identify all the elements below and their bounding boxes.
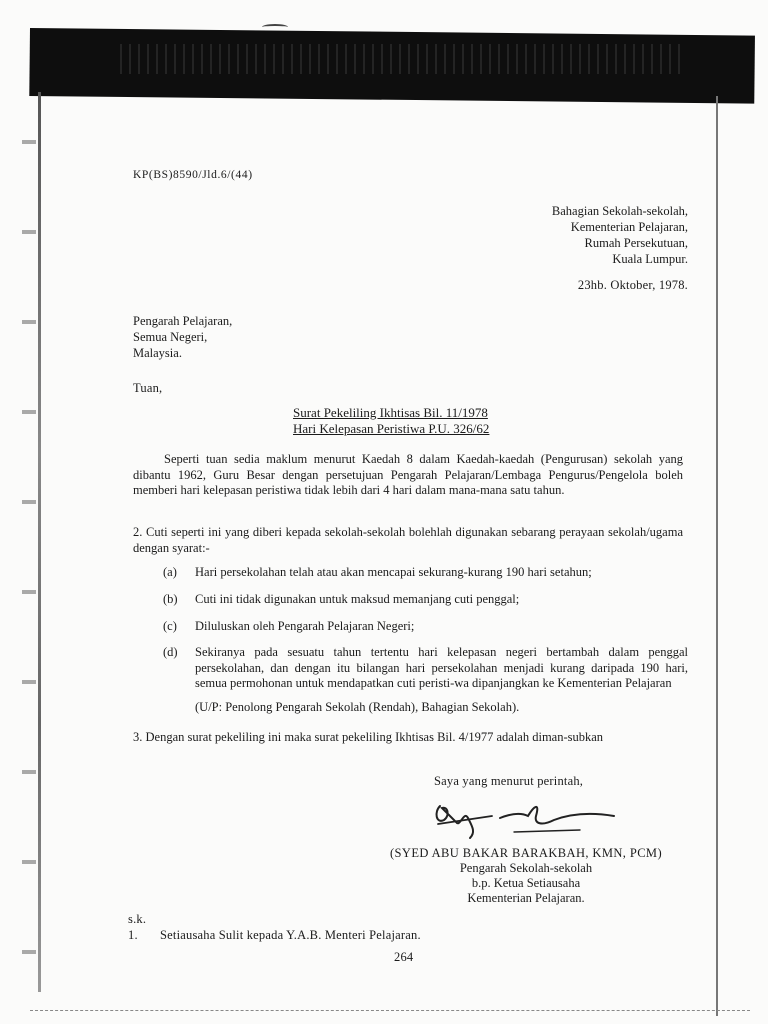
cc-item-number: 1. (128, 928, 138, 942)
signatory-title: Pengarah Sekolah-sekolah (459, 861, 593, 875)
condition-text: Hari persekolahan telah atau akan mencapai sekurang-kurang 190 hari setahun; (195, 565, 592, 579)
signatory-title: b.p. Ketua Setiausaha (471, 876, 581, 890)
paragraph-2: 2. Cuti seperti ini yang diberi kepada sekolah-sekolah bolehlah digunakan sebarang perayaan sekolah/ugama dengan syarat:- (133, 525, 683, 555)
paragraph-3: 3. Dengan surat pekeliling ini maka surat pekeliling Ikhtisas Bil. 4/1977 adalah diman-subkan (133, 730, 604, 744)
page-right-edge (716, 96, 718, 1016)
signatory-title: Kementerian Pelajaran. (467, 891, 585, 905)
condition-item (163, 645, 688, 692)
scan-mark (262, 24, 288, 30)
condition-item (163, 619, 688, 635)
salutation: Tuan, (133, 381, 163, 395)
condition-text: Cuti ini tidak digunakan untuk maksud memanjang cuti penggal; (195, 592, 520, 606)
letter-date: 23hb. Oktober, 1978. (577, 278, 688, 292)
handwritten-signature (430, 798, 620, 843)
condition-note: (U/P: Penolong Pengarah Sekolah (Rendah), Bahagian Sekolah). (195, 700, 520, 714)
paragraph-1: Seperti tuan sedia maklum menurut Kaedah 8 dalam Kaedah-kaedah (Pengurusan) sekolah yang dibantu 1962, Guru Besar dengan persetujuan Pengarah Pelajaran/Lembaga Pengurus/Pengelola boleh memberi hari kelepasan peristiwa tidak lebih dari 4 hari dalam mana-mana satu tahun. (133, 452, 683, 497)
sender-line: Rumah Persekutuan, (584, 236, 688, 250)
binding-marks (22, 100, 36, 1000)
addressee-line: Malaysia. (133, 346, 182, 360)
sender-line: Bahagian Sekolah-sekolah, (551, 204, 688, 218)
signatory-block (373, 846, 679, 906)
condition-item (163, 565, 688, 581)
page-bottom-edge (30, 1010, 750, 1012)
page-left-edge (38, 92, 41, 992)
closing-phrase: Saya yang menurut perintah, (434, 774, 584, 788)
condition-text: Sekiranya pada sesuatu tahun tertentu hari kelepasan negeri bertambah dalam penggal persekolahan, dan dengan itu bilangan hari persekolahan menjadi kurang daripada 190 hari, semua permohonan untuk mendapatkan cuti peristi-wa dipanjangkan ke Kementerian Pelajaran (195, 645, 688, 690)
cc-item-text: Setiausaha Sulit kepada Y.A.B. Menteri Pelajaran. (160, 928, 421, 942)
condition-letter: (c) (163, 619, 177, 633)
sender-address (552, 203, 688, 267)
scan-noise (120, 44, 680, 74)
condition-letter: (b) (163, 592, 178, 606)
page-number: 264 (394, 950, 414, 964)
condition-letter: (a) (163, 565, 177, 579)
sender-line: Kementerian Pelajaran, (570, 220, 688, 234)
signatory-name: (SYED ABU BAKAR BARAKBAH, KMN, PCM) (389, 846, 663, 860)
cc-item (128, 928, 421, 943)
subject-line-1: Surat Pekeliling Ikhtisas Bil. 11/1978 (293, 405, 488, 420)
reference-number: KP(BS)8590/Jld.6/(44) (133, 169, 253, 181)
sender-line: Kuala Lumpur. (612, 252, 688, 266)
condition-text: Diluluskan oleh Pengarah Pelajaran Negeri; (195, 619, 415, 633)
condition-item (163, 592, 688, 608)
cc-label: s.k. (128, 912, 147, 926)
addressee-block (133, 313, 232, 361)
addressee-line: Semua Negeri, (133, 330, 208, 344)
addressee-line: Pengarah Pelajaran, (133, 314, 233, 328)
condition-letter: (d) (163, 645, 178, 659)
subject-heading (293, 405, 489, 437)
subject-line-2: Hari Kelepasan Peristiwa P.U. 326/62 (293, 421, 490, 436)
